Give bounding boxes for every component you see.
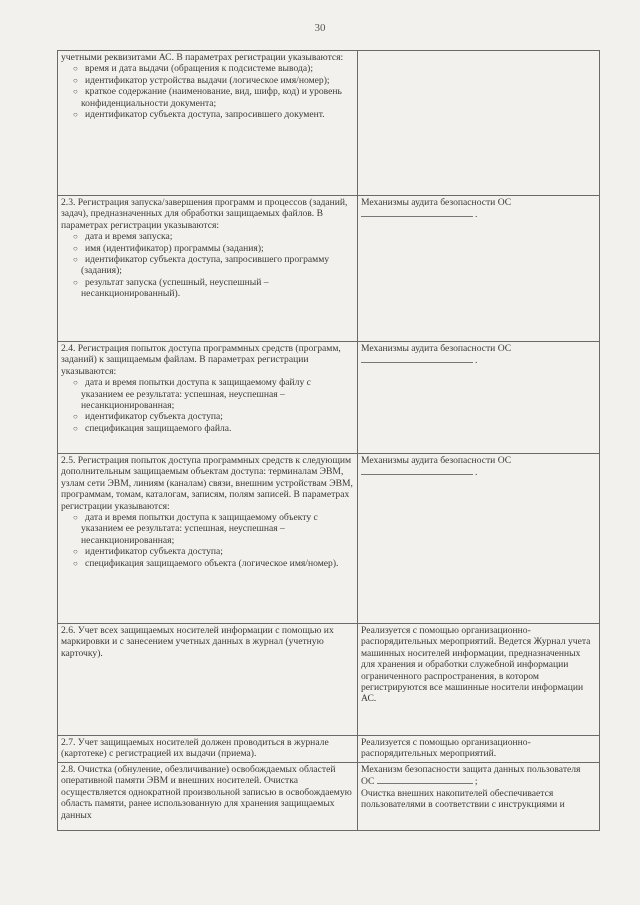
list-item: ○ спецификация защищаемого объекта (логическое имя/номер). [73,557,339,569]
blank-line [361,466,473,475]
requirement-text: 2.3. Регистрация запуска/завершения программ и процессов (заданий, задач), предназначенных для обработки защищаемых файлов. В параметрах регистрации указываются: [61,197,348,231]
list-item: ○ идентификатор субъекта доступа, запросившего документ. [73,109,325,121]
list-item: ○ имя (идентификатор) программы (задания); [73,242,264,254]
list-item: ○ идентификатор устройства выдачи (логическое имя/номер); [73,74,330,86]
bullet-icon: ○ [73,87,78,97]
table-row [58,624,600,736]
implementation-cell: Механизм безопасности защита данных пользователя ОС ; Очистка внешних накопителей обеспечивается пользователями в соответствии с инструкциями и [358,763,600,831]
table-row [58,763,600,831]
page-number: 30 [314,22,326,34]
bullet-icon: ○ [73,243,78,253]
implementation-cell: Механизмы аудита безопасности ОС . [358,454,600,624]
list-item: ○ идентификатор субъекта доступа, запросившего программу (задания); [73,254,330,277]
implementation-cell [358,51,600,196]
implementation-extra: Очистка внешних накопителей обеспечивается пользователями в соответствии с инструкциями и [361,787,565,811]
list-item: ○ идентификатор субъекта доступа; [73,546,223,558]
requirements-table [57,50,600,831]
bullet-icon: ○ [73,547,78,557]
blank-line [377,775,473,784]
implementation-cell: Реализуется с помощью организационно-распорядительных мероприятий. [358,736,600,763]
list-item: ○ дата и время попытки доступа к защищаемому объекту с указанием ее результата: успешная, неуспешная – несанкционированная; [73,512,318,546]
table-row [58,342,600,454]
requirement-cell [58,454,358,624]
bullet-icon: ○ [73,232,78,242]
requirement-text: 2.4. Регистрация попыток доступа программных средств (программ, заданий) к защищаемым файлам. В параметрах регистрации указываются: [61,343,341,377]
implementation-text: Механизмы аудита безопасности ОС [361,455,512,466]
requirement-text: 2.5. Регистрация попыток доступа программных средств к следующим дополнительным защищаемым объектам доступа: терминалам ЭВМ, узлам сети ЭВМ, линиям (каналам) связи, внешним устройствам ЭВМ, программам, томам, каталогам, записям, полям записей. В параметрах регистрации указываются: [61,455,353,512]
bullet-icon: ○ [73,513,78,523]
blank-line [361,354,473,363]
implementation-cell: Механизмы аудита безопасности ОС . [358,342,600,454]
bullet-icon: ○ [73,75,78,85]
bullet-icon: ○ [73,423,78,433]
table-row [58,51,600,196]
bullet-icon: ○ [73,277,78,287]
implementation-text: Механизм безопасности защита данных пользователя ОС [361,764,581,788]
list-item: ○ результат запуска (успешный, неуспешный – несанкционированный). [73,276,269,300]
table-row [58,736,600,763]
requirement-cell [58,51,358,196]
bullet-icon: ○ [73,412,78,422]
table-row [58,196,600,342]
requirement-cell: 2.8. Очистка (обнуление, обезличивание) освобождаемых областей оперативной памяти ЭВМ и внешних носителей. Очистка осуществляется однократной произвольной записью в освобождаемую область памяти, ранее использованную для хранения защищаемых данных [58,763,358,831]
table-row [58,454,600,624]
bullet-icon: ○ [73,378,78,388]
bullet-icon: ○ [73,255,78,265]
bullet-icon: ○ [73,64,78,74]
implementation-cell: Механизмы аудита безопасности ОС . [358,196,600,342]
requirement-text: учетными реквизитами АС. В параметрах регистрации указываются: [61,52,344,63]
list-item: ○ идентификатор субъекта доступа; [73,411,223,423]
list-item: ○ дата и время запуска; [73,231,173,243]
implementation-cell: Реализуется с помощью организационно-распорядительных мероприятий. Ведется Журнал учета машинных носителей информации, предназначенных для хранения и обработки служебной информации ограниченного распространения, в котором регистрируются все машинные носители информации АС. [358,624,600,736]
bullet-icon: ○ [73,558,78,568]
bullet-icon: ○ [73,110,78,120]
requirement-cell: 2.7. Учет защищаемых носителей должен проводиться в журнале (картотеке) с регистрацией их выдачи (приема). [58,736,358,763]
list-item: ○ спецификация защищаемого файла. [73,422,232,434]
implementation-text: Механизмы аудита безопасности ОС [361,197,512,208]
requirement-cell: 2.6. Учет всех защищаемых носителей информации с помощью их маркировки и с занесением учетных данных в журнал (учетную карточку). [58,624,358,736]
requirement-cell [58,342,358,454]
blank-line [361,208,473,217]
list-item: ○ краткое содержание (наименование, вид, шифр, код) и уровень конфиденциальности документа; [73,86,342,109]
requirement-cell [58,196,358,342]
list-item: ○ время и дата выдачи (обращения к подсистеме вывода); [73,63,313,75]
implementation-text: Механизмы аудита безопасности ОС [361,343,512,354]
list-item: ○ дата и время попытки доступа к защищаемому файлу с указанием ее результата: успешная, неуспешная – несанкционированная; [73,377,311,412]
